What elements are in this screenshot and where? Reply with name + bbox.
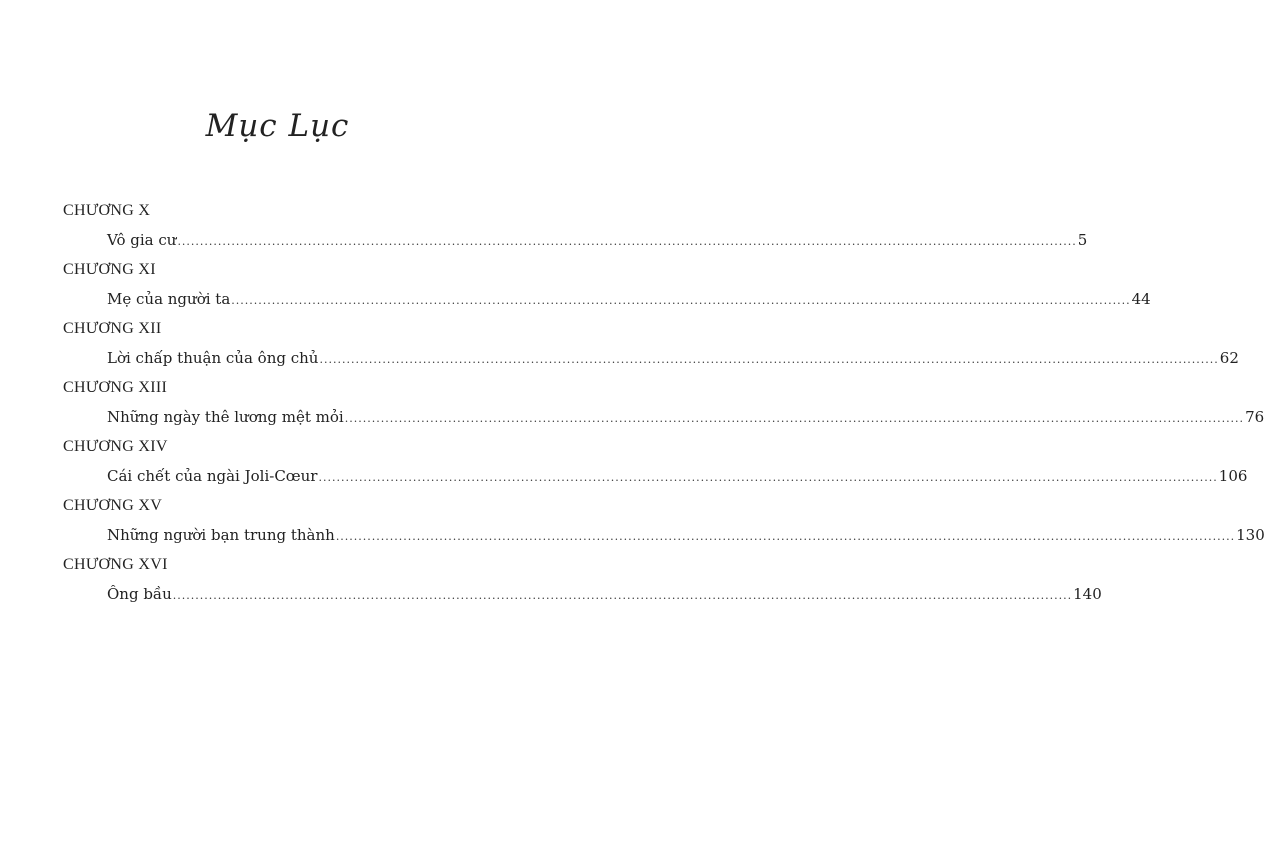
entry-title: Mẹ của người ta [107,289,231,308]
toc-entry [107,462,1248,492]
dot-leader: ........................................................................................................................................................................................................ [318,470,1218,484]
toc-entry [107,344,1239,374]
page-number: 62 [1219,348,1239,367]
toc-entry [107,521,1265,551]
entry-title: Cái chết của ngài Joli-Cœur [107,466,318,485]
dot-leader: ........................................................................................................................................................................................................ [344,411,1245,425]
chapter-heading: CHƯƠNG XVI [63,556,168,573]
chapter-heading: CHƯƠNG XIII [63,379,168,396]
page-number: 140 [1073,584,1102,603]
table-of-contents [63,196,1265,609]
page-number: 130 [1236,525,1265,544]
dot-leader: ........................................................................................................................................................................................................ [319,352,1219,366]
page-number: 106 [1218,466,1248,485]
chapter-heading: CHƯƠNG X [63,202,151,219]
toc-entry [107,226,1088,256]
page-title: Mục Lục [205,108,350,144]
chapter-heading: CHƯƠNG XV [63,497,163,514]
dot-leader: ........................................................................................................................................................................................................ [172,588,1073,602]
toc-entry [107,403,1265,433]
page-number: 76 [1245,407,1265,426]
entry-title: Lời chấp thuận của ông chủ [107,348,319,367]
toc-entry [107,285,1151,315]
page-number: 44 [1131,289,1151,308]
chapter-heading: CHƯƠNG XII [63,320,162,337]
chapter-heading: CHƯƠNG XI [63,261,156,278]
entry-title: Ông bầu [107,584,172,603]
chapter-heading: CHƯƠNG XIV [63,438,168,455]
toc-entry [107,580,1102,610]
dot-leader: ........................................................................................................................................................................................................ [231,293,1131,307]
entry-title: Vô gia cư [107,230,177,249]
entry-title: Những ngày thê lương mệt mỏi [107,407,344,426]
dot-leader: ........................................................................................................................................................................................................ [335,529,1236,543]
dot-leader: ........................................................................................................................................................................................................ [177,234,1077,248]
entry-title: Những người bạn trung thành [107,525,335,544]
page-number: 5 [1077,230,1088,249]
